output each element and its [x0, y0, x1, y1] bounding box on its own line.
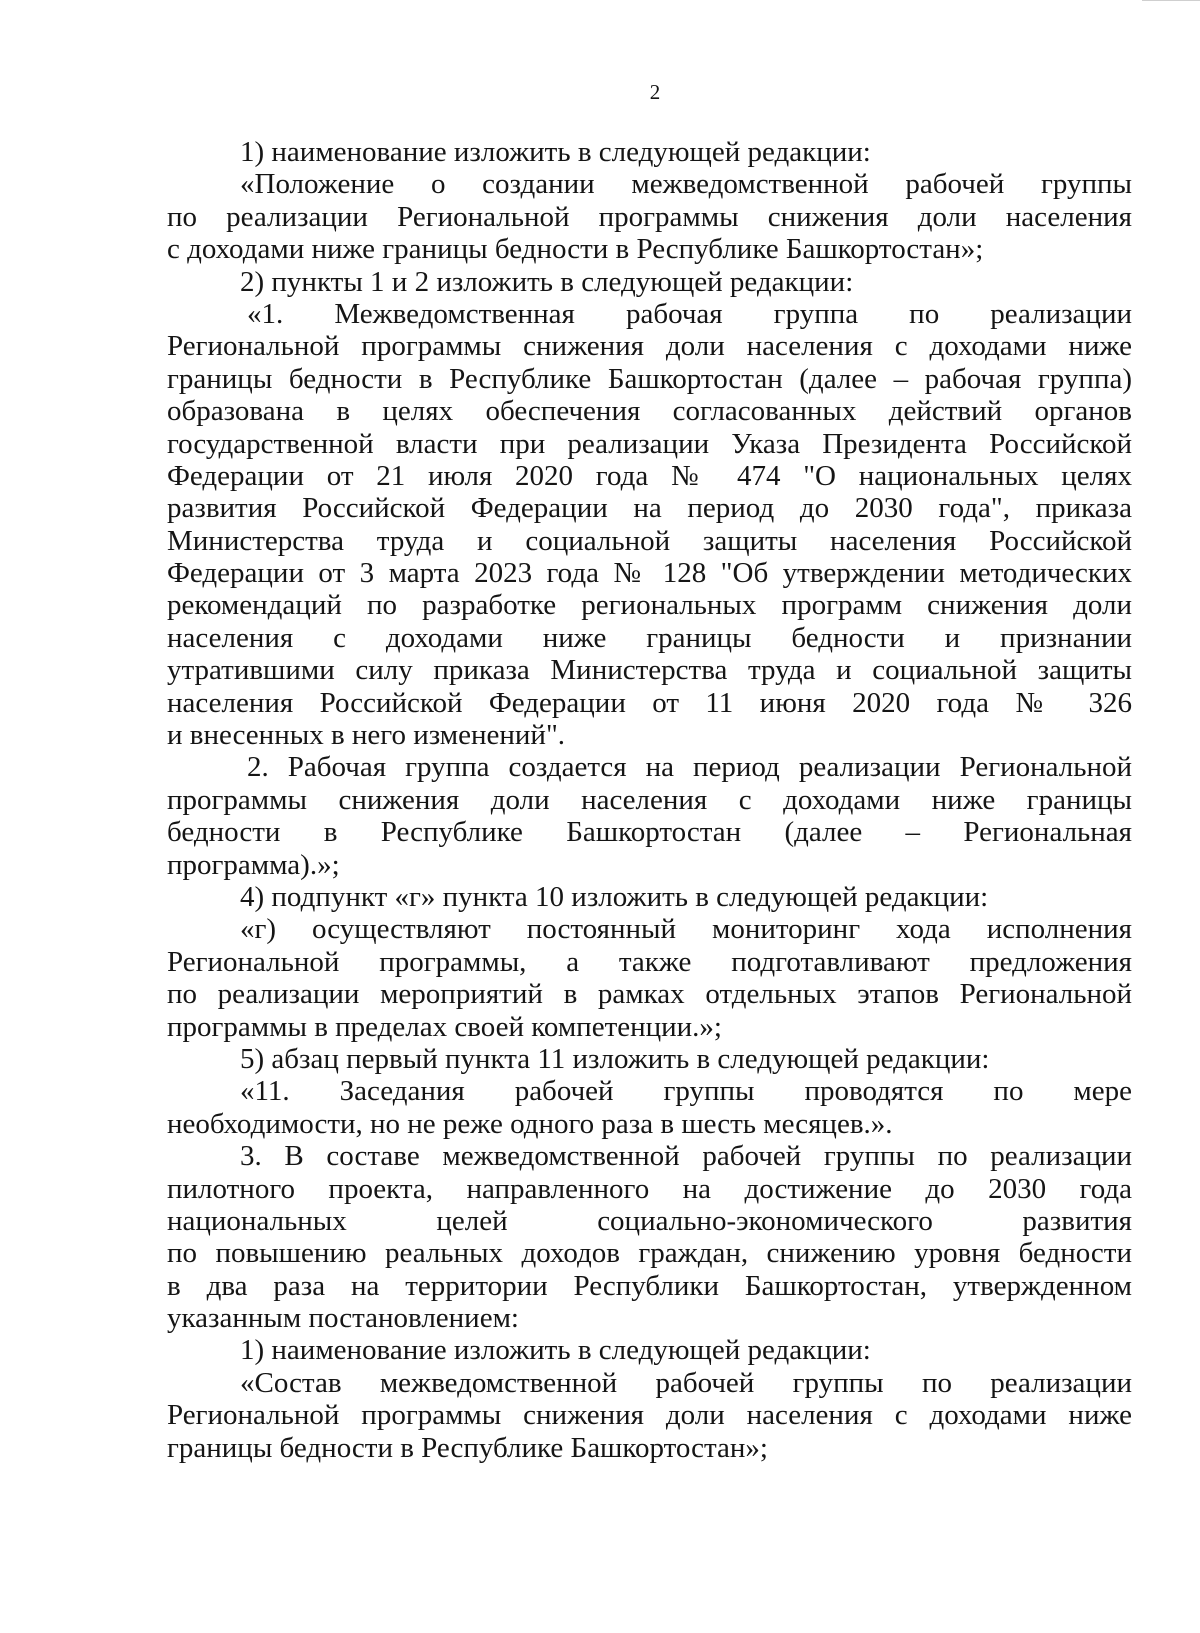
text-line: 2) пункты 1 и 2 изложить в следующей редакции:	[240, 265, 854, 298]
text-line: по реализации мероприятий в рамках отдельных этапов Региональной	[167, 978, 1132, 1011]
text-line: 4) подпункт «г» пункта 10 изложить в следующей редакции:	[240, 880, 989, 913]
text-line: государственной власти при реализации Указа Президента Российской	[167, 427, 1132, 460]
text-line: утратившими силу приказа Министерства труда и социальной защиты	[167, 654, 1132, 687]
text-line: программа).»;	[167, 848, 340, 881]
text-line: программы снижения доли населения с доходами ниже границы	[167, 783, 1132, 816]
text-line: и внесенных в него изменений".	[167, 719, 566, 752]
text-line: Министерства труда и социальной защиты населения Российской	[167, 524, 1132, 557]
text-line: необходимости, но не реже одного раза в шесть месяцев.».	[167, 1107, 893, 1140]
text-line: национальных целей социально-экономического развития	[167, 1204, 1132, 1237]
text-line: 1) наименование изложить в следующей редакции:	[240, 1334, 871, 1367]
text-line: развития Российской Федерации на период до 2030 года", приказа	[167, 492, 1132, 525]
text-line: 1) наименование изложить в следующей редакции:	[240, 136, 871, 168]
text-line: 2. Рабочая группа создается на период реализации Региональной	[247, 751, 1132, 784]
text-line: «г) осуществляют постоянный мониторинг хода исполнения	[240, 913, 1132, 946]
text-line: Региональной программы снижения доли населения с доходами ниже	[167, 330, 1132, 363]
document-body	[167, 136, 1132, 1464]
text-line: 5) абзац первый пункта 11 изложить в следующей редакции:	[240, 1042, 990, 1075]
text-line: Федерации от 21 июля 2020 года № 474 "О национальных целях	[167, 459, 1132, 492]
text-line: с доходами ниже границы бедности в Республике Башкортостан»;	[167, 233, 984, 266]
text-line: рекомендаций по разработке региональных программ снижения доли	[167, 589, 1132, 622]
text-line: Федерации от 3 марта 2023 года № 128 "Об утверждении методических	[167, 557, 1132, 590]
page-number: 2	[649, 80, 661, 104]
text-line: Региональной программы снижения доли населения с доходами ниже	[167, 1399, 1132, 1432]
text-line: по реализации Региональной программы снижения доли населения	[167, 200, 1132, 233]
text-line: 3. В составе межведомственной рабочей группы по реализации	[240, 1140, 1132, 1173]
text-line: пилотного проекта, направленного на достижение до 2030 года	[167, 1172, 1132, 1205]
text-line: границы бедности в Республике Башкортостан»;	[167, 1431, 768, 1464]
text-line: «Состав межведомственной рабочей группы по реализации	[240, 1366, 1132, 1399]
text-line: по повышению реальных доходов граждан, снижению уровня бедности	[167, 1237, 1132, 1270]
text-line: бедности в Республике Башкортостан (далее – Региональная	[167, 816, 1132, 849]
text-line: населения Российской Федерации от 11 июня 2020 года № 326	[167, 686, 1132, 719]
text-line: образована в целях обеспечения согласованных действий органов	[167, 395, 1132, 428]
text-line: «1. Межведомственная рабочая группа по реализации	[247, 297, 1132, 330]
text-line: указанным постановлением:	[167, 1302, 519, 1335]
text-line: «Положение о создании межведомственной рабочей группы	[240, 168, 1132, 201]
text-line: «11. Заседания рабочей группы проводятся по мере	[240, 1075, 1132, 1108]
text-line: населения с доходами ниже границы бедности и признании	[167, 621, 1132, 654]
text-line: программы в пределах своей компетенции.»;	[167, 1010, 722, 1043]
text-line: Региональной программы, а также подготавливают предложения	[167, 945, 1132, 978]
text-line: границы бедности в Республике Башкортостан (далее – рабочая группа)	[167, 362, 1132, 395]
text-line: в два раза на территории Республики Башкортостан, утвержденном	[167, 1269, 1132, 1302]
scan-edge-mark	[1142, 0, 1200, 4]
